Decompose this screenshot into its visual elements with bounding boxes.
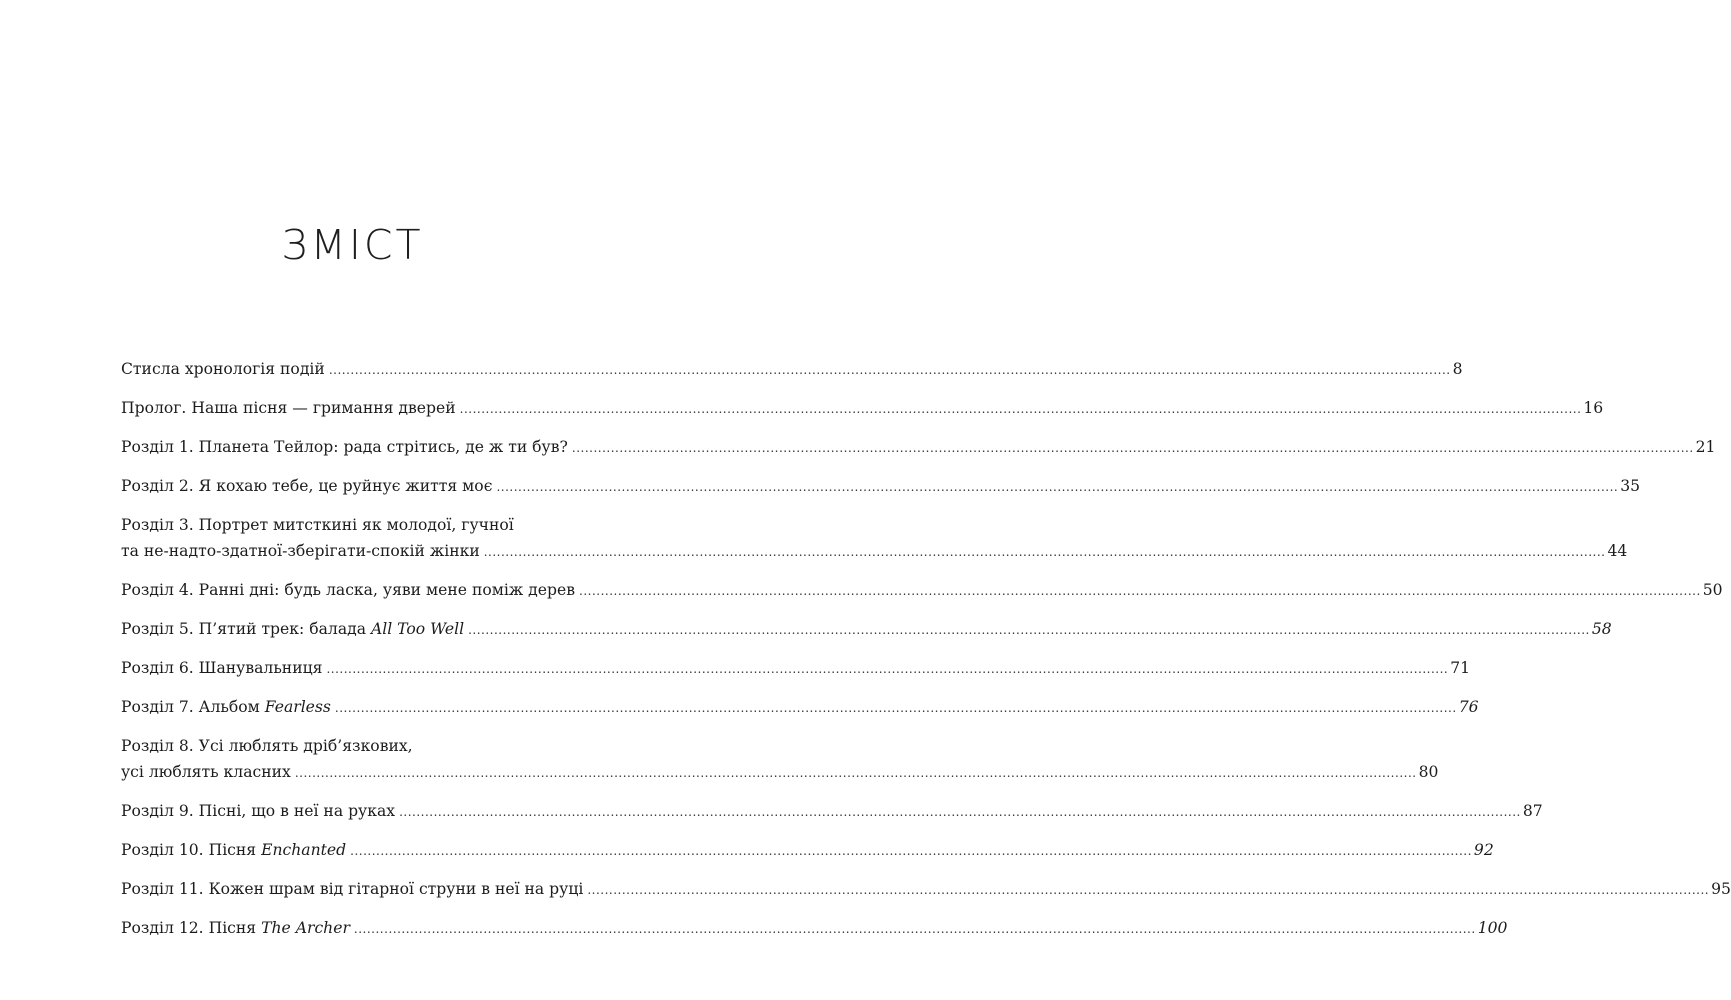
toc-entry-title-part: усі люблять класних (121, 763, 291, 781)
toc-entry-line (121, 694, 1479, 721)
toc-entry[interactable] (121, 395, 1604, 422)
toc-entry-title-italic: All Too Well (370, 620, 465, 638)
toc-entry-title-italic: Enchanted (261, 841, 347, 859)
toc-page-number: 35 (1620, 477, 1641, 495)
toc-entry-title (121, 356, 325, 382)
toc-entry-title (121, 876, 583, 902)
toc-entry-line (121, 356, 1463, 383)
toc-leader-dots: .................................................................................................................................................................................................................................................................... (459, 402, 1582, 416)
toc-entry-title (121, 577, 575, 603)
toc-page-number: 44 (1607, 542, 1628, 560)
toc-entry[interactable] (121, 798, 1543, 825)
toc-entry[interactable] (121, 616, 1612, 643)
toc-leader-dots: .................................................................................................................................................................................................................................................................... (328, 363, 1451, 377)
toc-entry[interactable] (121, 577, 1723, 604)
toc-leader-dots: .................................................................................................................................................................................................................................................................... (587, 883, 1710, 897)
toc-page-number: 16 (1583, 399, 1604, 417)
page-title: ЗМІСТ (281, 221, 424, 270)
toc-page-number: 21 (1695, 438, 1716, 456)
toc-page-number: 50 (1702, 581, 1723, 599)
toc-entry-title-part: Розділ 5. П’ятий трек: балада (121, 620, 371, 638)
toc-page-number: 87 (1522, 802, 1543, 820)
toc-entry-line (121, 837, 1494, 864)
toc-leader-dots: .................................................................................................................................................................................................................................................................... (326, 662, 1449, 676)
toc-leader-dots: .................................................................................................................................................................................................................................................................... (353, 922, 1476, 936)
toc-entry-line (121, 395, 1604, 422)
toc-entry-title-part: Розділ 10. Пісня (121, 841, 262, 859)
toc-entry-title-part: Розділ 4. Ранні дні: будь ласка, уяви мене поміж дерев (121, 581, 575, 599)
toc-entry-title-part: Стисла хронологія подій (121, 360, 325, 378)
toc-entry-line (121, 876, 1731, 903)
table-of-contents (121, 356, 1731, 942)
toc-leader-dots: .................................................................................................................................................................................................................................................................... (483, 545, 1606, 559)
toc-leader-dots: .................................................................................................................................................................................................................................................................... (496, 480, 1619, 494)
toc-entry[interactable] (121, 434, 1716, 461)
toc-entry-title (121, 538, 480, 564)
toc-page-number: 95 (1711, 880, 1731, 898)
toc-entry[interactable] (121, 876, 1731, 903)
toc-entry-title-italic: The Archer (261, 919, 350, 937)
toc-entry-title-part: Розділ 8. Усі люблять дріб’язкових, (121, 737, 413, 755)
toc-entry[interactable] (121, 733, 1439, 786)
toc-entry-line (121, 434, 1716, 461)
toc-leader-dots: .................................................................................................................................................................................................................................................................... (334, 701, 1457, 715)
toc-leader-dots: .................................................................................................................................................................................................................................................................... (579, 584, 1701, 598)
toc-entry-title (121, 733, 413, 759)
toc-leader-dots: .................................................................................................................................................................................................................................................................... (468, 623, 1590, 637)
toc-entry-title-part: Розділ 11. Кожен шрам від гітарної струни в неї на руці (121, 880, 584, 898)
toc-entry-line (121, 577, 1723, 604)
toc-entry-title (121, 616, 464, 642)
toc-page-number: 100 (1477, 919, 1508, 937)
toc-entry-line (121, 473, 1641, 500)
toc-page-number: 92 (1473, 841, 1494, 859)
toc-leader-dots: .................................................................................................................................................................................................................................................................... (571, 441, 1694, 455)
toc-entry[interactable] (121, 655, 1471, 682)
toc-entry-line (121, 915, 1508, 942)
toc-entry-title (121, 837, 346, 863)
toc-entry-title-part: Розділ 12. Пісня (121, 919, 262, 937)
toc-entry-line (121, 616, 1612, 643)
toc-entry-title (121, 798, 395, 824)
toc-entry-title (121, 915, 350, 941)
toc-entry-title (121, 395, 456, 421)
toc-entry-line (121, 759, 1439, 786)
toc-entry-title (121, 473, 492, 499)
toc-entry-title (121, 655, 322, 681)
toc-entry-line (121, 655, 1471, 682)
toc-entry[interactable] (121, 512, 1628, 565)
toc-leader-dots: .................................................................................................................................................................................................................................................................... (399, 805, 1521, 819)
toc-entry-title-part: та не-надто-здатної-зберігати-спокій жінки (121, 542, 480, 560)
toc-entry-title-part: Розділ 6. Шанувальниця (121, 659, 323, 677)
toc-entry[interactable] (121, 356, 1463, 383)
toc-entry[interactable] (121, 473, 1641, 500)
toc-entry-title (121, 512, 514, 538)
toc-page-number: 8 (1452, 360, 1463, 378)
toc-entry-line (121, 538, 1628, 565)
toc-entry-title (121, 434, 568, 460)
toc-entry-title-part: Розділ 9. Пісні, що в неї на руках (121, 802, 396, 820)
toc-entry[interactable] (121, 694, 1479, 721)
toc-entry-line (121, 512, 617, 538)
toc-entry-line (121, 798, 1543, 825)
toc-entry[interactable] (121, 915, 1508, 942)
toc-entry-title-part: Розділ 1. Планета Тейлор: рада стрітись, де ж ти був? (121, 438, 568, 456)
toc-entry-title-part: Розділ 2. Я кохаю тебе, це руйнує життя моє (121, 477, 493, 495)
toc-page-number: 76 (1458, 698, 1479, 716)
toc-page-number: 71 (1450, 659, 1471, 677)
toc-entry-title-italic: Fearless (264, 698, 331, 716)
toc-entry[interactable] (121, 837, 1494, 864)
toc-entry-title (121, 759, 291, 785)
toc-entry-title (121, 694, 331, 720)
toc-entry-title-part: Розділ 3. Портрет митсткині як молодої, гучної (121, 516, 514, 534)
toc-leader-dots: .................................................................................................................................................................................................................................................................... (294, 766, 1417, 780)
toc-entry-line (121, 733, 617, 759)
toc-entry-title-part: Пролог. Наша пісня — гримання дверей (121, 399, 456, 417)
toc-page-number: 80 (1418, 763, 1439, 781)
toc-leader-dots: .................................................................................................................................................................................................................................................................... (350, 844, 1472, 858)
toc-page-number: 58 (1591, 620, 1612, 638)
toc-entry-title-part: Розділ 7. Альбом (121, 698, 265, 716)
